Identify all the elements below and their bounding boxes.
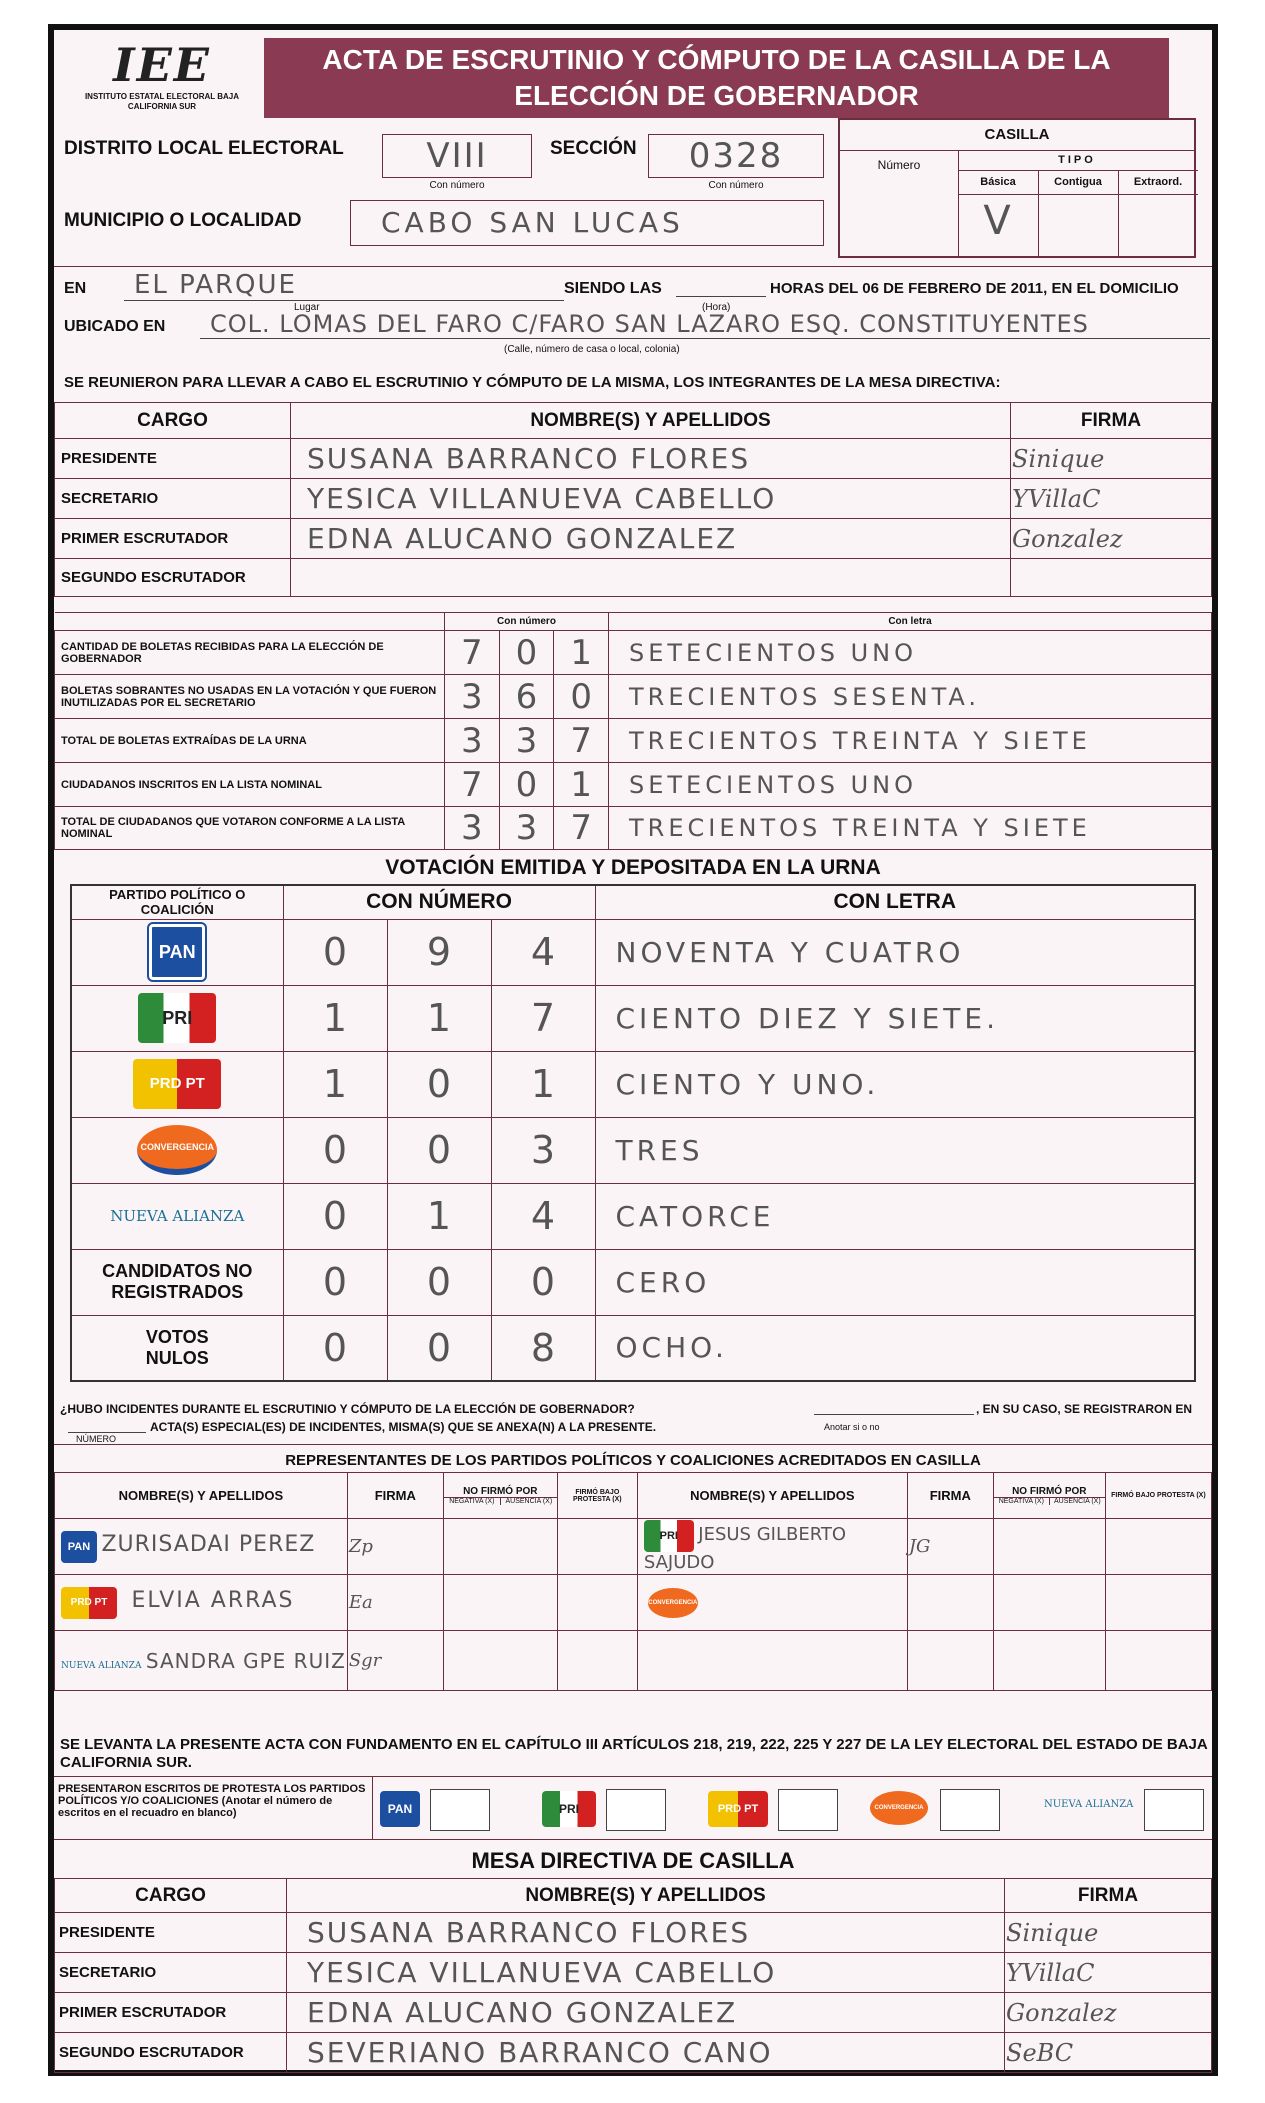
- mesa-directiva-top-table: [54, 402, 1212, 597]
- acta-document: [48, 24, 1218, 2076]
- incidentes-numero-caption: NÚMERO: [76, 1434, 116, 1444]
- rep-protesta-cell[interactable]: [557, 1519, 637, 1575]
- nombre-cell[interactable]: SUSANA BARRANCO FLORES: [291, 439, 1011, 479]
- digit-cell[interactable]: 3: [491, 1117, 595, 1183]
- pri-logo-icon: PRI: [644, 1520, 694, 1552]
- digit-cell[interactable]: 0: [283, 919, 387, 985]
- distrito-label: DISTRITO LOCAL ELECTORAL: [64, 138, 344, 159]
- mesa-directiva-bottom-table: [54, 1878, 1212, 2073]
- table-row: [71, 1183, 1195, 1249]
- letra-cell[interactable]: SETECIENTOS UNO: [609, 631, 1212, 675]
- boletas-row-label: TOTAL DE CIUDADANOS QUE VOTARON CONFORME A LA LISTA NOMINAL: [55, 807, 445, 850]
- rep-col-nombre-left: NOMBRE(S) Y APELLIDOS: [55, 1473, 348, 1519]
- digit-cell[interactable]: 1: [554, 763, 609, 807]
- seccion-field[interactable]: [648, 134, 824, 178]
- incidentes-line2: ACTA(S) ESPECIAL(ES) DE INCIDENTES, MISMA(S) QUE SE ANEXA(N) A LA PRESENTE.: [150, 1420, 657, 1434]
- firma-cell[interactable]: Sinique: [1011, 439, 1212, 479]
- municipio-label: MUNICIPIO O LOCALIDAD: [64, 210, 302, 231]
- table-row: [55, 1519, 1212, 1575]
- digit-cell[interactable]: 3: [445, 675, 500, 719]
- table-row: [55, 519, 1212, 559]
- digit-cell[interactable]: 3: [499, 719, 554, 763]
- firma-cell[interactable]: Gonzalez: [1005, 1993, 1212, 2033]
- iee-logo: [82, 38, 242, 128]
- table-row: [55, 763, 1212, 807]
- protesta-count-pan[interactable]: [430, 1789, 490, 1831]
- digit-cell[interactable]: 4: [491, 1183, 595, 1249]
- boletas-col-letra: Con letra: [609, 613, 1212, 631]
- prd-pt-logo-icon: PRD PT: [133, 1059, 221, 1109]
- en-label: EN: [64, 280, 87, 297]
- incidentes-answer-field[interactable]: [814, 1414, 974, 1415]
- rep-no-firmo-cell[interactable]: [993, 1519, 1105, 1575]
- seccion-caption: Con número: [708, 180, 764, 191]
- horas-text: HORAS DEL 06 DE FEBRERO DE 2011, EN EL DOMICILIO: [770, 280, 1179, 297]
- digit-cell[interactable]: 0: [491, 1249, 595, 1315]
- casilla-box: [838, 118, 1196, 258]
- digit-cell[interactable]: 9: [387, 919, 491, 985]
- digit-cell[interactable]: 1: [387, 985, 491, 1051]
- rep-col-protesta-right: FIRMÓ BAJO PROTESTA (X): [1105, 1473, 1211, 1519]
- rep-protesta-cell[interactable]: [1105, 1519, 1211, 1575]
- party-cell: [71, 985, 283, 1051]
- rep-col-firma-left: FIRMA: [347, 1473, 443, 1519]
- casilla-extraord-label: Extraord.: [1133, 176, 1183, 188]
- digit-cell[interactable]: 1: [491, 1051, 595, 1117]
- casilla-title: CASILLA: [984, 126, 1050, 143]
- rep-protesta-cell[interactable]: [1105, 1575, 1211, 1631]
- nombre-cell[interactable]: SEVERIANO BARRANCO CANO: [287, 2033, 1005, 2073]
- digit-cell[interactable]: 1: [283, 985, 387, 1051]
- party-cell: [71, 1117, 283, 1183]
- table-row: [55, 479, 1212, 519]
- hora-caption: (Hora): [702, 302, 731, 313]
- votacion-col-partido: PARTIDO POLÍTICO O COALICIÓN: [71, 885, 283, 919]
- letra-cell[interactable]: TRECIENTOS SESENTA.: [609, 675, 1212, 719]
- mesa-top-col-firma: FIRMA: [1011, 403, 1212, 439]
- letra-cell[interactable]: NOVENTA Y CUATRO: [595, 919, 1195, 985]
- digit-cell[interactable]: 1: [283, 1051, 387, 1117]
- digit-cell[interactable]: 7: [554, 807, 609, 850]
- rep-firma-cell[interactable]: [907, 1575, 993, 1631]
- party-cell: [71, 1051, 283, 1117]
- mesa-bottom-title: MESA DIRECTIVA DE CASILLA: [471, 1848, 795, 1873]
- incidentes-numero-field[interactable]: [68, 1432, 146, 1433]
- cargo-cell: SEGUNDO ESCRUTADOR: [55, 2033, 287, 2073]
- boletas-row-label: CIUDADANOS INSCRITOS EN LA LISTA NOMINAL: [55, 763, 445, 807]
- rep-col-firma-right: FIRMA: [907, 1473, 993, 1519]
- digit-cell[interactable]: 7: [491, 985, 595, 1051]
- table-row: [55, 807, 1212, 850]
- table-row: [55, 1913, 1212, 1953]
- candidatos-no-registrados-label: CANDIDATOS NO REGISTRADOS: [71, 1249, 283, 1315]
- rep-no-firmo-right: NO FIRMÓ POR NEGATIVA (X) AUSENCIA (X): [993, 1473, 1105, 1519]
- rep-firma-cell[interactable]: Ea: [347, 1575, 443, 1631]
- rep-firma-cell[interactable]: Zp: [347, 1519, 443, 1575]
- cargo-cell: PRIMER ESCRUTADOR: [55, 519, 291, 559]
- boletas-row-label: CANTIDAD DE BOLETAS RECIBIDAS PARA LA ELECCIÓN DE GOBERNADOR: [55, 631, 445, 675]
- municipio-field[interactable]: [350, 200, 824, 246]
- digit-cell[interactable]: 3: [499, 807, 554, 850]
- digit-cell[interactable]: 0: [499, 631, 554, 675]
- votacion-col-letra: CON LETRA: [595, 885, 1195, 919]
- table-row: [55, 1993, 1212, 2033]
- hora-field[interactable]: [676, 296, 766, 297]
- nombre-cell[interactable]: SUSANA BARRANCO FLORES: [287, 1913, 1005, 1953]
- table-row: [55, 675, 1212, 719]
- rep-no-firmo-cell[interactable]: [993, 1575, 1105, 1631]
- rep-nombre-cell[interactable]: PRD PT ELVIA ARRAS: [55, 1575, 348, 1631]
- firma-cell[interactable]: [1011, 559, 1212, 597]
- letra-cell[interactable]: CATORCE: [595, 1183, 1195, 1249]
- firma-cell[interactable]: Sinique: [1005, 1913, 1212, 1953]
- mesa-top-col-cargo: CARGO: [55, 403, 291, 439]
- iee-logo-subtitle: INSTITUTO ESTATAL ELECTORAL BAJA CALIFORNIA SUR: [84, 92, 240, 111]
- table-row: [55, 1953, 1212, 1993]
- table-row: [55, 719, 1212, 763]
- rep-no-firmo-cell[interactable]: [993, 1631, 1105, 1691]
- rep-no-firmo-cell[interactable]: [443, 1519, 557, 1575]
- table-row: [71, 1315, 1195, 1381]
- votacion-title: VOTACIÓN EMITIDA Y DEPOSITADA EN LA URNA: [385, 856, 881, 879]
- digit-cell[interactable]: 0: [387, 1315, 491, 1381]
- protesta-row: [54, 1776, 1212, 1840]
- seccion-label: SECCIÓN: [550, 138, 637, 159]
- pri-logo-icon: PRI: [138, 993, 216, 1043]
- table-row: [71, 1117, 1195, 1183]
- party-cell: [71, 1183, 283, 1249]
- rep-no-firmo-cell[interactable]: [443, 1575, 557, 1631]
- nombre-cell[interactable]: YESICA VILLANUEVA CABELLO: [291, 479, 1011, 519]
- siendo-label: SIENDO LAS: [564, 280, 662, 297]
- cargo-cell: SECRETARIO: [55, 1953, 287, 1993]
- letra-cell[interactable]: CIENTO DIEZ Y SIETE.: [595, 985, 1195, 1051]
- cargo-cell: SEGUNDO ESCRUTADOR: [55, 559, 291, 597]
- letra-cell[interactable]: TRECIENTOS TREINTA Y SIETE: [609, 807, 1212, 850]
- table-row: [55, 631, 1212, 675]
- nueva-alianza-logo-icon: NUEVA ALIANZA: [110, 1206, 245, 1225]
- votacion-table: [70, 884, 1196, 1382]
- digit-cell[interactable]: 0: [283, 1249, 387, 1315]
- table-row: [71, 919, 1195, 985]
- incidentes-question: ¿HUBO INCIDENTES DURANTE EL ESCRUTINIO Y CÓMPUTO DE LA ELECCIÓN DE GOBERNADOR?: [60, 1402, 635, 1416]
- representantes-title: REPRESENTANTES DE LOS PARTIDOS POLÍTICOS Y COALICIONES ACREDITADOS EN CASILLA: [285, 1452, 981, 1469]
- nombre-cell[interactable]: EDNA ALUCANO GONZALEZ: [287, 1993, 1005, 2033]
- votacion-col-numero: CON NÚMERO: [283, 885, 595, 919]
- domicilio-caption: (Calle, número de casa o local, colonia): [504, 344, 680, 355]
- firma-cell[interactable]: SeBC: [1005, 2033, 1212, 2073]
- seccion-value: 0328: [688, 136, 784, 176]
- rep-no-firmo-left: NO FIRMÓ POR NEGATIVA (X) AUSENCIA (X): [443, 1473, 557, 1519]
- firma-cell[interactable]: Gonzalez: [1011, 519, 1212, 559]
- pri-logo-icon: PRI: [542, 1791, 596, 1827]
- casilla-contigua-label: Contigua: [1054, 176, 1102, 188]
- table-row: [55, 559, 1212, 597]
- cargo-cell: PRESIDENTE: [55, 1913, 287, 1953]
- digit-cell[interactable]: 0: [387, 1117, 491, 1183]
- nueva-alianza-logo-icon: NUEVA ALIANZA: [61, 1660, 142, 1671]
- letra-cell[interactable]: TRES: [595, 1117, 1195, 1183]
- boletas-col-numero: Con número: [445, 613, 609, 631]
- digit-cell[interactable]: 8: [491, 1315, 595, 1381]
- rep-protesta-cell[interactable]: [557, 1631, 637, 1691]
- fundamento-text: SE LEVANTA LA PRESENTE ACTA CON FUNDAMENTO EN EL CAPÍTULO III ARTÍCULOS 218, 219, 222, 225 Y 227 DE LA LEY ELECTORAL DEL ESTADO DE BAJA CALIFORNIA SUR.: [60, 1736, 1208, 1771]
- prd-pt-logo-icon: PRD PT: [61, 1587, 117, 1619]
- boletas-row-label: BOLETAS SOBRANTES NO USADAS EN LA VOTACIÓN Y QUE FUERON INUTILIZADAS POR EL SECRETARIO: [55, 675, 445, 719]
- letra-cell[interactable]: OCHO.: [595, 1315, 1195, 1381]
- rep-no-firmo-cell[interactable]: [443, 1631, 557, 1691]
- digit-cell[interactable]: 0: [554, 675, 609, 719]
- digit-cell[interactable]: 7: [554, 719, 609, 763]
- convergencia-logo-icon: CONVERGENCIA: [648, 1588, 698, 1618]
- incidentes-line1-end: , EN SU CASO, SE REGISTRARON EN: [976, 1402, 1193, 1416]
- rep-nombre-cell[interactable]: PAN ZURISADAI PEREZ: [55, 1519, 348, 1575]
- casilla-numero-label: Número: [877, 158, 921, 172]
- mesa-bottom-col-firma: FIRMA: [1005, 1879, 1212, 1913]
- table-row: [71, 1051, 1195, 1117]
- boletas-row-label: TOTAL DE BOLETAS EXTRAÍDAS DE LA URNA: [55, 719, 445, 763]
- mesa-top-col-nombre: NOMBRE(S) Y APELLIDOS: [291, 403, 1011, 439]
- table-row: [55, 1631, 1212, 1691]
- protesta-text: PRESENTARON ESCRITOS DE PROTESTA LOS PARTIDOS POLÍTICOS Y/O COALICIONES (Anotar el número de escritos en el recuadro en blanco): [58, 1783, 366, 1819]
- protesta-count-convergencia[interactable]: [940, 1789, 1000, 1831]
- cargo-cell: PRIMER ESCRUTADOR: [55, 1993, 287, 2033]
- digit-cell[interactable]: 3: [445, 719, 500, 763]
- digit-cell[interactable]: 0: [387, 1051, 491, 1117]
- firma-cell[interactable]: YVillaC: [1005, 1953, 1212, 1993]
- digit-cell[interactable]: 0: [499, 763, 554, 807]
- municipio-value: CABO SAN LUCAS: [381, 206, 684, 239]
- table-row: [71, 985, 1195, 1051]
- protesta-count-pri[interactable]: [606, 1789, 666, 1831]
- digit-cell[interactable]: 7: [445, 763, 500, 807]
- lugar-caption: Lugar: [294, 302, 320, 313]
- party-cell: [71, 919, 283, 985]
- rep-nombre-cell[interactable]: [637, 1631, 907, 1691]
- rep-nombre-cell[interactable]: [637, 1575, 907, 1631]
- mesa-bottom-col-cargo: CARGO: [55, 1879, 287, 1913]
- digit-cell[interactable]: 4: [491, 919, 595, 985]
- iee-logo-mark: IEE: [113, 38, 211, 92]
- rep-firma-cell[interactable]: Sgr: [347, 1631, 443, 1691]
- pan-logo-icon: PAN: [380, 1791, 420, 1827]
- mesa-bottom-col-nombre: NOMBRE(S) Y APELLIDOS: [287, 1879, 1005, 1913]
- table-row: [55, 1575, 1212, 1631]
- protesta-count-prd-pt[interactable]: [778, 1789, 838, 1831]
- digit-cell[interactable]: 7: [445, 631, 500, 675]
- boletas-table: [54, 612, 1212, 850]
- votos-nulos-label: VOTOS NULOS: [71, 1315, 283, 1381]
- distrito-caption: Con número: [429, 180, 485, 191]
- table-row: [55, 2033, 1212, 2073]
- rep-col-nombre-right: NOMBRE(S) Y APELLIDOS: [637, 1473, 907, 1519]
- digit-cell[interactable]: 6: [499, 675, 554, 719]
- rep-nombre-cell[interactable]: NUEVA ALIANZA SANDRA GPE RUIZ: [55, 1631, 348, 1691]
- nombre-cell[interactable]: YESICA VILLANUEVA CABELLO: [287, 1953, 1005, 1993]
- pan-logo-icon: PAN: [61, 1531, 97, 1563]
- cargo-cell: SECRETARIO: [55, 479, 291, 519]
- domicilio-value[interactable]: COL. LOMAS DEL FARO C/FARO SAN LAZARO ESQ. CONSTITUYENTES: [200, 310, 1210, 339]
- firma-cell[interactable]: YVillaC: [1011, 479, 1212, 519]
- rep-nombre-cell[interactable]: PRI JESUS GILBERTO SAJUDO: [637, 1519, 907, 1575]
- convergencia-logo-icon: CONVERGENCIA: [137, 1125, 217, 1175]
- prd-pt-logo-icon: PRD PT: [708, 1791, 768, 1827]
- nombre-cell[interactable]: [291, 559, 1011, 597]
- digit-cell[interactable]: 0: [283, 1315, 387, 1381]
- acta-title-line2: ELECCIÓN DE GOBERNADOR: [514, 80, 919, 111]
- rep-col-protesta-left: FIRMÓ BAJO PROTESTA (X): [557, 1473, 637, 1519]
- acta-title: [264, 38, 1169, 118]
- cargo-cell: PRESIDENTE: [55, 439, 291, 479]
- lugar-value[interactable]: EL PARQUE: [124, 270, 564, 301]
- rep-protesta-cell[interactable]: [1105, 1631, 1211, 1691]
- table-row: [55, 439, 1212, 479]
- nombre-cell[interactable]: EDNA ALUCANO GONZALEZ: [291, 519, 1011, 559]
- letra-cell[interactable]: TRECIENTOS TREINTA Y SIETE: [609, 719, 1212, 763]
- digit-cell[interactable]: 0: [283, 1183, 387, 1249]
- protesta-count-nueva-alianza[interactable]: [1144, 1789, 1204, 1831]
- rep-firma-cell[interactable]: JG: [907, 1519, 993, 1575]
- convergencia-logo-icon: CONVERGENCIA: [870, 1791, 928, 1825]
- digit-cell[interactable]: 0: [283, 1117, 387, 1183]
- digit-cell[interactable]: 3: [445, 807, 500, 850]
- digit-cell[interactable]: 1: [387, 1183, 491, 1249]
- rep-firma-cell[interactable]: [907, 1631, 993, 1691]
- letra-cell[interactable]: CIENTO Y UNO.: [595, 1051, 1195, 1117]
- reunion-text: SE REUNIERON PARA LLEVAR A CABO EL ESCRUTINIO Y CÓMPUTO DE LA MISMA, LOS INTEGRANTES DE LA MESA DIRECTIVA:: [64, 374, 1001, 391]
- letra-cell[interactable]: CERO: [595, 1249, 1195, 1315]
- casilla-tipo-label: TIPO: [1058, 154, 1096, 166]
- nueva-alianza-logo-icon: NUEVA ALIANZA: [1044, 1799, 1134, 1810]
- distrito-field[interactable]: [382, 134, 532, 178]
- ubicado-label: UBICADO EN: [64, 318, 166, 335]
- distrito-value: VIII: [426, 136, 488, 176]
- incidentes-anotar: Anotar si o no: [824, 1422, 880, 1432]
- digit-cell[interactable]: 0: [387, 1249, 491, 1315]
- casilla-basica-label: Básica: [980, 176, 1016, 188]
- representantes-table: [54, 1472, 1212, 1691]
- letra-cell[interactable]: SETECIENTOS UNO: [609, 763, 1212, 807]
- casilla-basica-mark[interactable]: V: [983, 198, 1013, 244]
- pan-logo-icon: PAN: [149, 924, 205, 980]
- digit-cell[interactable]: 1: [554, 631, 609, 675]
- acta-title-line1: ACTA DE ESCRUTINIO Y CÓMPUTO DE LA CASILLA DE LA: [322, 44, 1111, 75]
- table-row: [71, 1249, 1195, 1315]
- rep-protesta-cell[interactable]: [557, 1575, 637, 1631]
